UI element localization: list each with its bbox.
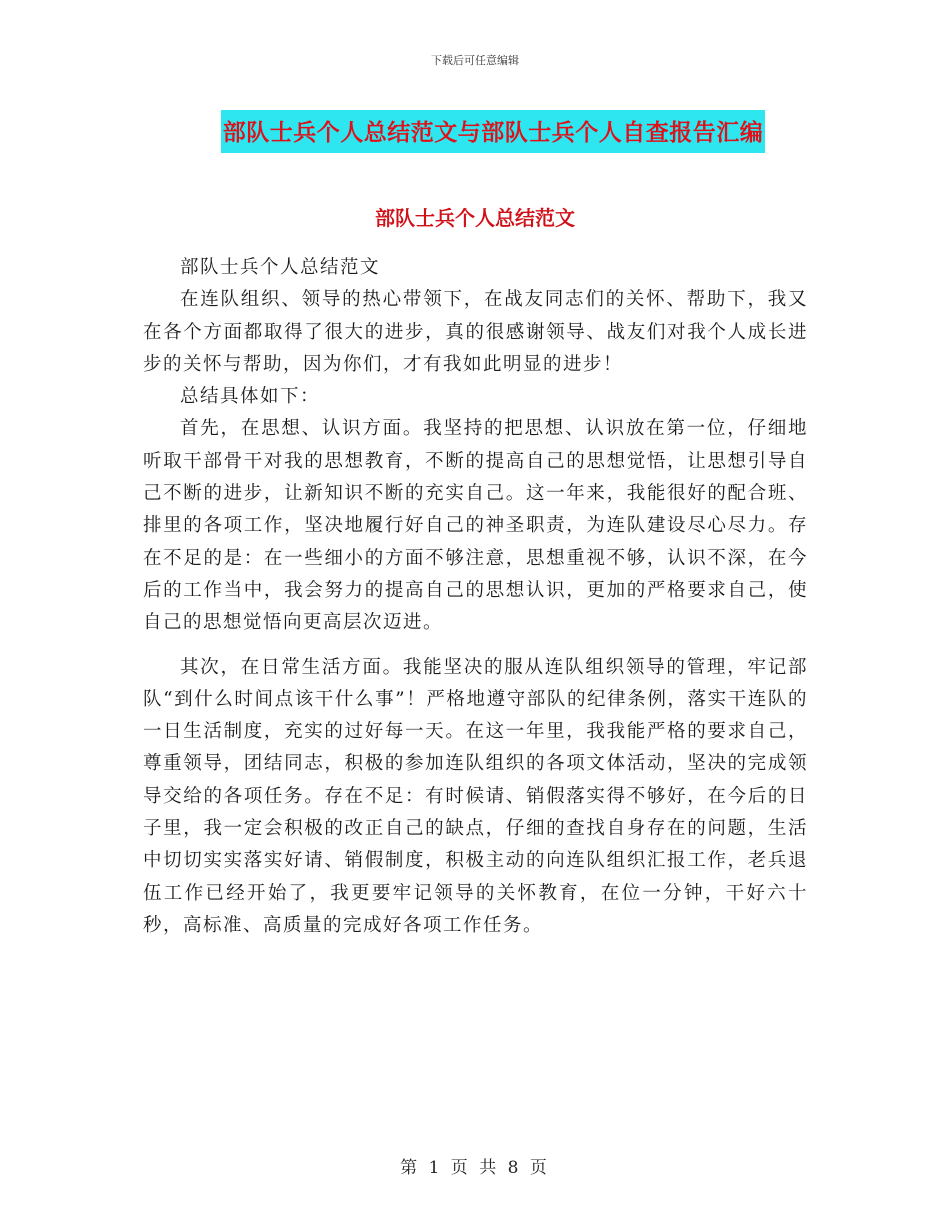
document-title: 部队士兵个人总结范文与部队士兵个人自查报告汇编 (221, 110, 766, 153)
section-title: 部队士兵个人总结范文 (375, 206, 575, 230)
paragraph: 首先，在思想、认识方面。我坚持的把思想、认识放在第一位，仔细地听取干部骨干对我的思想教育，不断的提高自己的思想觉悟，让思想引导自己不断的进步，让新知识不断的充实自己。这一年来，我能很好的配合班、排里的各项工作，坚决地履行好自己的神圣职责，为连队建设尽心尽力。存在不足的是：在一些细小的方面不够注意，思想重视不够，认识不深，在今后的工作当中，我会努力的提高自己的思想认识，更加的严格要求自己，使自己的思想觉悟向更高层次迈进。 (143, 418, 808, 634)
paragraph: 总结具体如下： (180, 386, 321, 408)
document-title-container (0, 110, 950, 153)
paragraph: 在连队组织、领导的热心带领下，在战友同志们的关怀、帮助下，我又在各个方面都取得了很大的进步，真的很感谢领导、战友们对我个人成长进步的关怀与帮助，因为你们，才有我如此明显的进步！ (143, 289, 808, 375)
paragraph: 部队士兵个人总结范文 (180, 257, 381, 278)
page-number: 第 1 页 共 8 页 (400, 1158, 550, 1178)
document-body (143, 252, 808, 942)
page-header: 下载后可任意编辑 (431, 54, 519, 67)
paragraph: 其次，在日常生活方面。我能坚决的服从连队组织领导的管理，牢记部队“到什么时间点该干什么事”！严格地遵守部队的纪律条例，落实干连队的一日生活制度，充实的过好每一天。在这一年里，我我能严格的要求自己，尊重领导，团结同志，积极的参加连队组织的各项文体活动，坚决的完成领导交给的各项任务。存在不足：有时候请、销假落实得不够好，在今后的日子里，我一定会积极的改正自己的缺点，仔细的查找自身存在的问题，生活中切切实实落实好请、销假制度，积极主动的向连队组织汇报工作，老兵退伍工作已经开始了，我更要牢记领导的关怀教育，在位一分钟，干好六十秒，高标准、高质量的完成好各项工作任务。 (143, 656, 808, 936)
